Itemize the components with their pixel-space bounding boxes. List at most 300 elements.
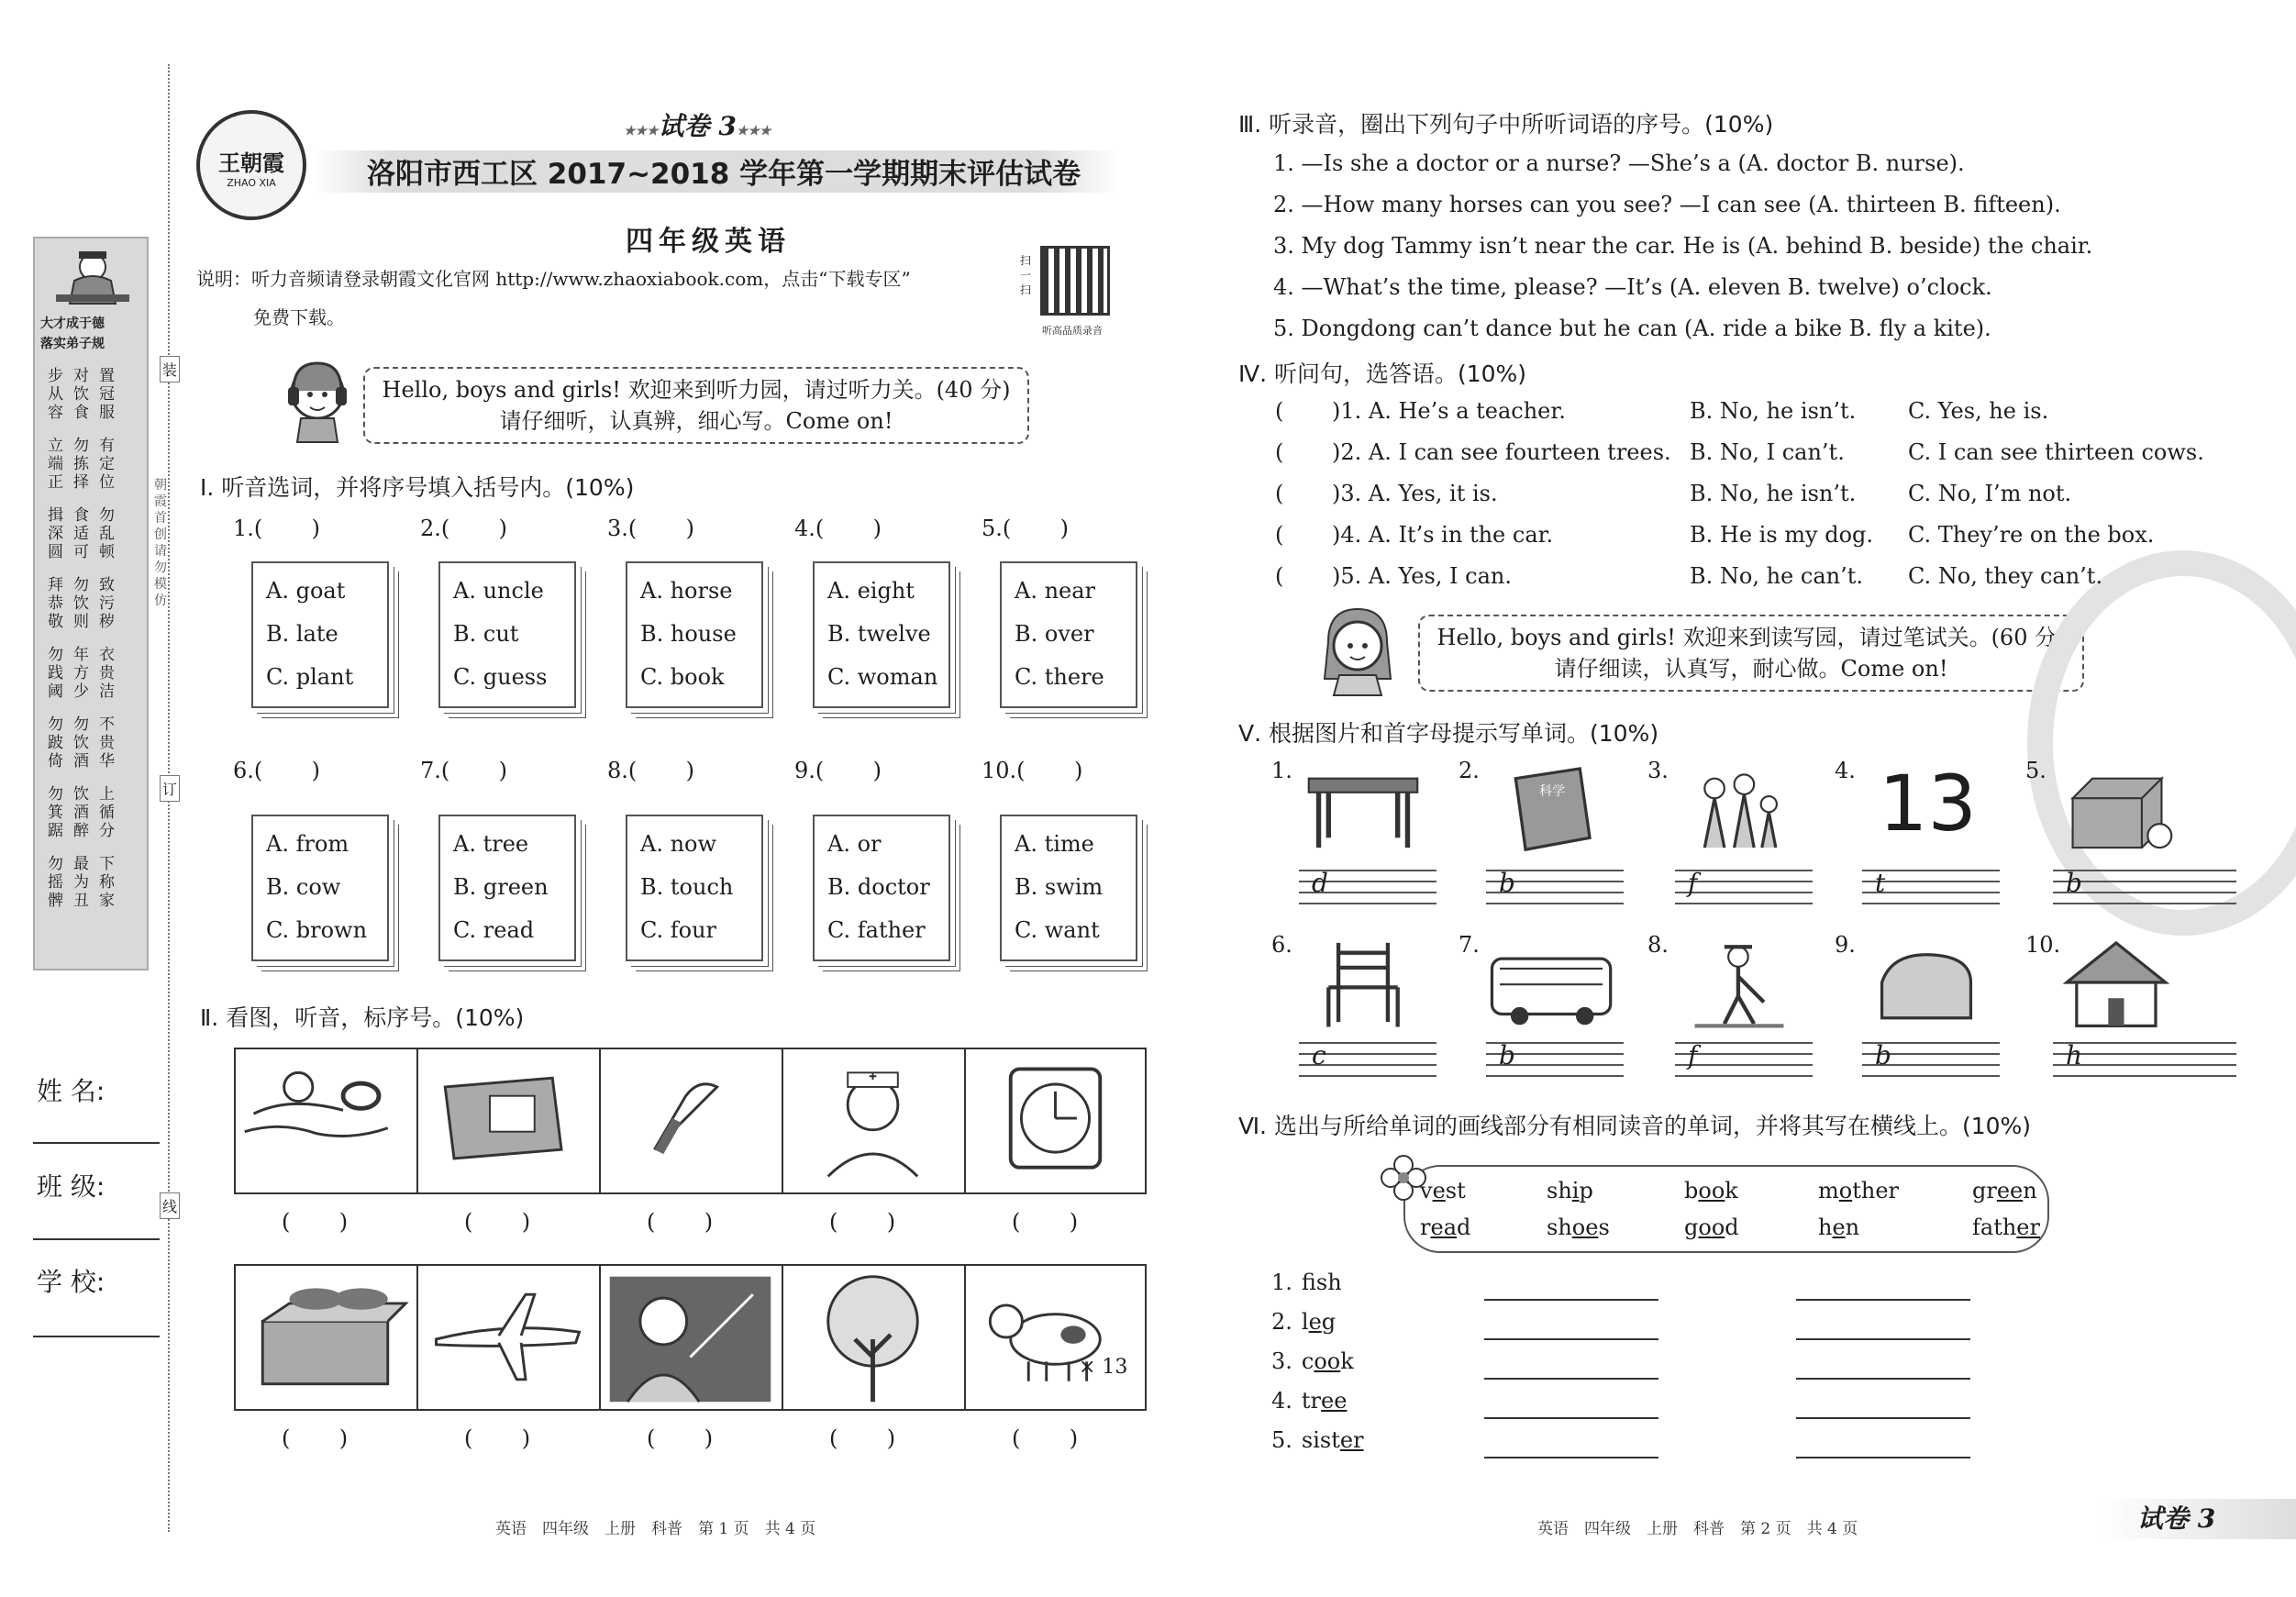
word-picture-icon (1862, 932, 1991, 1033)
option[interactable]: C. read (453, 917, 535, 943)
initial-letter[interactable]: d (1312, 868, 1328, 898)
motto-column: 立端正 (48, 437, 63, 492)
item-number: 6. (1271, 932, 1292, 958)
motto-panel (33, 237, 149, 970)
schoolbag-icon (418, 1049, 597, 1192)
answer-blank[interactable] (441, 758, 507, 783)
option[interactable]: B. cow (266, 874, 341, 900)
school-line[interactable] (33, 1336, 160, 1337)
section5-title: Ⅴ. 根据图片和首字母提示写单词。(10%) (1238, 720, 1659, 747)
listening-banner-line-2: 请仔细听，认真辨，细心写。Come on! (499, 408, 893, 434)
motto-column: 食适可 (73, 506, 89, 561)
word-picture-icon (1862, 758, 1991, 859)
answer-line-2[interactable] (1796, 1457, 1970, 1458)
option[interactable]: C. father (827, 917, 926, 943)
option-card (813, 815, 950, 961)
word-prefix: c (1301, 1348, 1314, 1374)
option[interactable]: A. from (266, 831, 349, 857)
writing-banner-line-1: Hello, boys and girls! 欢迎来到读写园，请过笔试关。(60 分) (1436, 625, 2066, 650)
underlined-part: oo (1698, 1214, 1725, 1240)
item-number: 3. (1647, 758, 1669, 783)
shoes-on-box-icon (236, 1266, 415, 1409)
question-option-a[interactable]: )1. A. He’s a teacher. (1332, 398, 1566, 424)
motto-column: 拜恭敬 (48, 576, 63, 631)
question-number (607, 516, 694, 541)
option[interactable]: A. tree (453, 831, 529, 857)
underlined-part: ee (1996, 1178, 2024, 1203)
writing-girl-icon (1314, 605, 1402, 697)
match-question (1271, 1270, 1342, 1295)
question-option-b[interactable]: B. He is my dog. (1690, 522, 1874, 548)
initial-letter[interactable]: t (1875, 868, 1886, 898)
word-bank-word[interactable] (1972, 1214, 2040, 1240)
answer-blank[interactable] (254, 516, 320, 541)
option[interactable]: A. uncle (453, 578, 544, 604)
question-num-text: 1. (233, 516, 254, 541)
word-bank-word[interactable] (1818, 1178, 1899, 1203)
instructions-line-1: 说明：听力音频请登录朝霞文化官网 http://www.zhaoxiabook.com，点击“下载专区” (196, 268, 911, 290)
word-prefix: f (1301, 1270, 1316, 1295)
word-prefix: h (1818, 1214, 1833, 1240)
answer-open-paren[interactable]: ( (1275, 481, 1284, 506)
motto-column: 上循分 (99, 785, 115, 840)
qr-caption: 听高品质录音 (1042, 325, 1103, 337)
word-suffix: n (1845, 1214, 1860, 1240)
match-question (1271, 1348, 1354, 1374)
writing-guide-line (1486, 1075, 1624, 1077)
answer-line-2[interactable] (1796, 1338, 1970, 1340)
question-number: 4. (1271, 1388, 1292, 1414)
name-label: 姓 名: (37, 1076, 105, 1106)
writing-guide-line (2053, 903, 2236, 904)
word-suffix: k (1725, 1178, 1738, 1203)
item-number: 5. (2025, 758, 2046, 783)
class-label: 班 级: (37, 1171, 105, 1202)
binding-mark-3: 线 (160, 1192, 180, 1219)
writing-guide-line (1486, 903, 1624, 904)
option[interactable]: C. brown (266, 917, 368, 943)
motto-column: 致污秽 (99, 576, 115, 631)
question-option-a[interactable]: )3. A. Yes, it is. (1332, 481, 1498, 506)
option[interactable]: A. or (827, 831, 882, 857)
word-bank-word[interactable] (1972, 1178, 2037, 1203)
option-card (626, 561, 763, 708)
left-margin (0, 0, 178, 1597)
option[interactable]: B. doctor (827, 874, 930, 900)
answer-blank[interactable] (815, 758, 882, 783)
option[interactable]: B. house (640, 621, 737, 647)
word-picture-icon (2053, 758, 2181, 859)
answer-blank[interactable] (1016, 758, 1082, 783)
answer-line-2[interactable] (1796, 1299, 1970, 1301)
item-number: 2. (1459, 758, 1480, 783)
word-prefix: sh (1547, 1214, 1572, 1240)
option[interactable]: C. woman (827, 664, 938, 690)
motto-column: 勿箕踞 (48, 785, 63, 840)
word-prefix: m (1818, 1178, 1839, 1203)
question-option-b[interactable]: B. No, he can’t. (1690, 563, 1863, 589)
option[interactable]: C. there (1015, 664, 1104, 690)
word-bank-word[interactable] (1547, 1178, 1593, 1203)
section1-title: Ⅰ. 听音选词，并将序号填入括号内。(10%) (200, 474, 635, 501)
listening-banner-line-1: Hello, boys and girls! 欢迎来到听力园，请过听力关。(40 分) (382, 377, 1011, 403)
motto-column: 不贵华 (99, 715, 115, 771)
answer-blank[interactable] (647, 1209, 713, 1235)
answer-blank[interactable] (628, 516, 694, 541)
section3-title: Ⅲ. 听录音，圈出下列句子中所听词语的序号。(10%) (1238, 111, 1774, 138)
listening-sentence[interactable]: 3. My dog Tammy isn’t near the car. He is (A. behind B. beside) the chair. (1273, 233, 2093, 259)
answer-blank[interactable] (647, 1425, 713, 1451)
word-suffix: g (1321, 1309, 1337, 1335)
footer-right: 英语 四年级 上册 科普 第 2 页 共 4 页 (1537, 1520, 1858, 1538)
word-picture-icon (2053, 932, 2181, 1033)
question-option-a[interactable]: )2. A. I can see fourteen trees. (1332, 439, 1671, 465)
option-card (438, 561, 576, 708)
word-picture-icon (1299, 758, 1427, 859)
motto-line-2: 落实弟子规 (40, 337, 105, 351)
question-number (607, 758, 694, 783)
option-card (251, 561, 389, 708)
underlined-part: e (1308, 1309, 1322, 1335)
word-prefix: sh (1547, 1178, 1572, 1203)
initial-letter[interactable]: b (1499, 1040, 1515, 1070)
option[interactable]: B. cut (453, 621, 519, 647)
initial-letter[interactable]: b (1875, 1040, 1891, 1070)
underlined-part: ee (1321, 1388, 1348, 1414)
option[interactable]: B. swim (1015, 874, 1104, 900)
motto-group (48, 506, 139, 561)
option[interactable]: A. now (640, 831, 717, 857)
motto-column: 勿乱顿 (99, 506, 115, 561)
question-option-a[interactable]: )4. A. It’s in the car. (1332, 522, 1554, 548)
section4-title: Ⅳ. 听问句，选答语。(10%) (1238, 360, 1527, 387)
underlined-part: er (1339, 1427, 1364, 1453)
binding-mark-1: 装 (160, 356, 180, 383)
science-book-label: 科学 (1539, 784, 1565, 799)
vertical-note: 朝霞首创 请勿模仿 (154, 478, 167, 608)
question-option-c[interactable]: C. No, I’m not. (1908, 481, 2072, 506)
word-suffix: st (1445, 1178, 1466, 1203)
question-option-b[interactable]: B. No, I can’t. (1690, 439, 1845, 465)
option[interactable]: B. over (1015, 621, 1094, 647)
header (174, 83, 1156, 358)
motto-column: 最为丑 (73, 855, 89, 910)
item-number: 10. (2025, 932, 2061, 958)
option[interactable]: B. late (266, 621, 338, 647)
listening-sentence[interactable]: 4. —What’s the time, please? —It’s (A. eleven B. twelve) o’clock. (1273, 274, 1992, 300)
underlined-part: o (1838, 1178, 1853, 1203)
word-bank-word[interactable] (1684, 1178, 1738, 1203)
answer-blank[interactable] (628, 758, 694, 783)
word-suffix: sh (1315, 1270, 1342, 1295)
cow-count: × 13 (1079, 1356, 1128, 1379)
option[interactable]: C. book (640, 664, 725, 690)
initial-letter[interactable]: f (1688, 1040, 1698, 1070)
motto-column: 步从容 (48, 367, 63, 422)
word-picture-icon (1299, 932, 1427, 1033)
question-num-text: 6. (233, 758, 254, 783)
plane-icon (418, 1266, 597, 1409)
answer-line-1[interactable] (1484, 1338, 1658, 1340)
option[interactable]: C. guess (453, 664, 548, 690)
listening-sentence[interactable]: 2. —How many horses can you see? —I can see (A. thirteen B. fifteen). (1273, 192, 2061, 217)
answer-blank[interactable] (1012, 1209, 1078, 1235)
answer-open-paren[interactable]: ( (1275, 563, 1284, 589)
motto-column: 对饮食 (73, 367, 89, 422)
option-card (813, 561, 950, 708)
word-suffix: d (1457, 1214, 1471, 1240)
question-option-a[interactable]: )5. A. Yes, I can. (1332, 563, 1512, 589)
word-prefix: r (1420, 1214, 1431, 1240)
section6-title: Ⅵ. 选出与所给单词的画线部分有相同读音的单词，并将其写在横线上。(10%) (1238, 1113, 2032, 1139)
question-option-b[interactable]: B. No, he isn’t. (1690, 481, 1857, 506)
option-card (1000, 561, 1137, 708)
motto-column: 勿摇髀 (48, 855, 63, 910)
option[interactable]: A. time (1015, 831, 1094, 857)
option[interactable]: C. want (1015, 917, 1100, 943)
word-bank-word[interactable] (1547, 1214, 1610, 1240)
match-question (1271, 1427, 1364, 1453)
word-bank-word[interactable] (1818, 1214, 1859, 1240)
item-number: 8. (1647, 932, 1669, 958)
logo (196, 110, 306, 220)
question-num-text: 8. (607, 758, 628, 783)
underlined-part: oo (1314, 1348, 1341, 1374)
answer-open-paren[interactable]: ( (1275, 398, 1284, 424)
motto-group (48, 576, 139, 631)
option-card (251, 815, 389, 961)
answer-blank[interactable] (464, 1425, 530, 1451)
option-card (626, 815, 763, 961)
question-number: 5. (1271, 1427, 1292, 1453)
option-card (1000, 815, 1137, 961)
answer-line-2[interactable] (1796, 1378, 1970, 1380)
option[interactable]: B. twelve (827, 621, 931, 647)
match-question (1271, 1309, 1336, 1335)
option[interactable]: B. touch (640, 874, 734, 900)
swimmer-icon (236, 1049, 415, 1192)
writing-guide-line (1299, 1075, 1436, 1077)
exam-title: 洛阳市西工区 2017~2018 学年第一学期期末评估试卷 (367, 158, 1081, 191)
logo-subtext: ZHAO XIA (227, 177, 276, 189)
instructions-line-2: 免费下载。 (253, 306, 345, 328)
question-number: 1. (1271, 1270, 1292, 1295)
word-suffix: ther (1852, 1178, 1899, 1203)
match-question (1271, 1388, 1347, 1414)
knife-icon (601, 1049, 780, 1192)
question-number (420, 758, 507, 783)
motto-group (48, 785, 139, 840)
qr-code-icon[interactable] (1040, 246, 1110, 316)
question-number (982, 516, 1069, 541)
word-prefix: gr (1972, 1178, 1997, 1203)
underlined-part: ea (1430, 1214, 1457, 1240)
motto-group (48, 367, 139, 422)
class-line[interactable] (33, 1238, 160, 1240)
question-number: 2. (1271, 1309, 1292, 1335)
word-suffix: d (1725, 1214, 1739, 1240)
writing-guide-line (1862, 903, 2000, 904)
teacher-icon (601, 1266, 780, 1409)
motto-column: 勿拣择 (73, 437, 89, 492)
item-number: 4. (1835, 758, 1856, 783)
scholar-figure-icon (51, 244, 134, 308)
question-number (233, 516, 320, 541)
footer-left: 英语 四年级 上册 科普 第 1 页 共 4 页 (495, 1520, 816, 1538)
answer-open-paren[interactable]: ( (1275, 522, 1284, 548)
answer-blank[interactable] (282, 1425, 348, 1451)
writing-guide-line (1675, 1075, 1813, 1077)
option[interactable]: A. goat (266, 578, 346, 604)
answer-blank[interactable] (829, 1209, 895, 1235)
motto-column: 勿饮则 (73, 576, 89, 631)
question-option-c[interactable]: C. Yes, he is. (1908, 398, 2049, 424)
word-suffix: n (2023, 1178, 2037, 1203)
answer-blank[interactable] (815, 516, 882, 541)
tree-icon (783, 1266, 962, 1409)
initial-letter[interactable]: h (2066, 1040, 2083, 1070)
word-picture-icon (1486, 932, 1614, 1033)
option[interactable]: A. horse (640, 578, 733, 604)
motto-group (48, 437, 139, 492)
answer-blank[interactable] (464, 1209, 530, 1235)
word-suffix: k (1340, 1348, 1354, 1374)
writing-banner-line-2: 请仔细读，认真写，耐心做。Come on! (1554, 656, 1948, 682)
word-prefix: v (1420, 1178, 1433, 1203)
answer-open-paren[interactable]: ( (1275, 439, 1284, 465)
clock-icon (966, 1049, 1145, 1192)
motto-column: 揖深圆 (48, 506, 63, 561)
answer-line-1[interactable] (1484, 1299, 1658, 1301)
underlined-part: oo (1698, 1178, 1725, 1203)
star-icon: ★★★ (736, 124, 771, 139)
writing-banner (1418, 615, 2084, 692)
underlined-part: oe (1571, 1214, 1599, 1240)
item-number: 9. (1835, 932, 1856, 958)
underlined-part: e (1432, 1178, 1446, 1203)
qr-scan-label: 扫一扫 (1020, 254, 1032, 296)
motto-column: 下称家 (99, 855, 115, 910)
word-prefix: g (1684, 1214, 1699, 1240)
answer-line-2[interactable] (1796, 1417, 1970, 1419)
motto-group (48, 646, 139, 701)
answer-blank[interactable] (1003, 516, 1069, 541)
word-prefix: b (1684, 1178, 1699, 1203)
option-card (438, 815, 576, 961)
word-bank-word[interactable] (1420, 1214, 1470, 1240)
writing-guide-line (1675, 903, 1813, 904)
question-option-c[interactable]: C. No, they can’t. (1908, 563, 2103, 589)
motto-column: 勿跛倚 (48, 715, 63, 771)
motto-group (48, 715, 139, 771)
motto-column: 年方少 (73, 646, 89, 701)
question-number (420, 516, 507, 541)
word-picture-icon (1486, 758, 1614, 859)
footer-tag: 试卷 3 (2137, 1503, 2216, 1534)
motto-column: 勿践阈 (48, 646, 63, 701)
listening-sentence[interactable]: 1. —Is she a doctor or a nurse? —She’s a (A. doctor B. nurse). (1273, 150, 1965, 176)
answer-blank[interactable] (829, 1425, 895, 1451)
answer-blank[interactable] (1012, 1425, 1078, 1451)
item-number: 7. (1459, 932, 1480, 958)
name-line[interactable] (33, 1142, 160, 1144)
question-num-text: 9. (794, 758, 815, 783)
question-option-c[interactable]: C. They’re on the box. (1908, 522, 2155, 548)
motto-grid (48, 367, 139, 925)
answer-line-1[interactable] (1484, 1417, 1658, 1419)
option[interactable]: B. green (453, 874, 549, 900)
cows-icon (966, 1266, 1145, 1409)
question-number (794, 758, 882, 783)
underlined-part: i (1571, 1178, 1580, 1203)
number-thirteen: 13 (1879, 759, 1977, 848)
motto-line-1: 大才成于德 (40, 316, 105, 331)
option[interactable]: A. eight (827, 578, 915, 604)
word-bank-word[interactable] (1420, 1178, 1466, 1203)
answer-blank[interactable] (441, 516, 507, 541)
word-bank-word[interactable] (1684, 1214, 1739, 1240)
question-num-text: 4. (794, 516, 815, 541)
headphone-girl-icon (281, 354, 354, 446)
section2-title: Ⅱ. 看图，听音，标序号。(10%) (200, 1004, 525, 1031)
initial-letter[interactable]: b (1499, 868, 1515, 898)
answer-blank[interactable] (254, 758, 320, 783)
question-num-text: 2. (420, 516, 441, 541)
word-prefix: sist (1301, 1427, 1340, 1453)
answer-line-1[interactable] (1484, 1378, 1658, 1380)
subject-title: 四年级英语 (626, 226, 791, 258)
item-number: 1. (1271, 758, 1292, 783)
star-icon: ★★★ (624, 124, 659, 139)
question-num-text: 3. (607, 516, 628, 541)
option[interactable]: A. near (1015, 578, 1096, 604)
word-picture-icon (1675, 932, 1803, 1033)
writing-guide-line (1299, 903, 1436, 904)
word-prefix: l (1301, 1309, 1309, 1335)
initial-letter[interactable]: b (2066, 868, 2082, 898)
question-number (233, 758, 320, 783)
answer-blank[interactable] (282, 1209, 348, 1235)
option[interactable]: C. four (640, 917, 717, 943)
question-number: 3. (1271, 1348, 1292, 1374)
question-option-b[interactable]: B. No, he isn’t. (1690, 398, 1857, 424)
listening-sentence[interactable]: 5. Dongdong can’t dance but he can (A. ride a bike B. fly a kite). (1273, 316, 1991, 341)
initial-letter[interactable]: f (1688, 868, 1698, 898)
motto-column: 衣贵洁 (99, 646, 115, 701)
motto-column: 饮酒醉 (73, 785, 89, 840)
option[interactable]: C. plant (266, 664, 354, 690)
initial-letter[interactable]: c (1312, 1040, 1326, 1070)
underlined-part: e (1832, 1214, 1846, 1240)
word-picture-icon (1675, 758, 1803, 859)
listening-banner (363, 367, 1029, 444)
motto-column: 有定位 (99, 437, 115, 492)
word-prefix: tr (1301, 1388, 1322, 1414)
word-suffix: s (1598, 1214, 1610, 1240)
logo-text: 王朝霞 (218, 150, 284, 176)
question-num-text: 5. (982, 516, 1003, 541)
answer-line-1[interactable] (1484, 1457, 1658, 1458)
series-label: 试卷 3 (658, 111, 737, 141)
writing-guide-line (1862, 1075, 2000, 1077)
writing-guide-line (2053, 1075, 2236, 1077)
question-num-text: 7. (420, 758, 441, 783)
question-option-c[interactable]: C. I can see thirteen cows. (1908, 439, 2204, 465)
motto-group (48, 855, 139, 910)
question-number (982, 758, 1082, 783)
word-suffix: p (1579, 1178, 1593, 1203)
series-tag (624, 106, 771, 143)
